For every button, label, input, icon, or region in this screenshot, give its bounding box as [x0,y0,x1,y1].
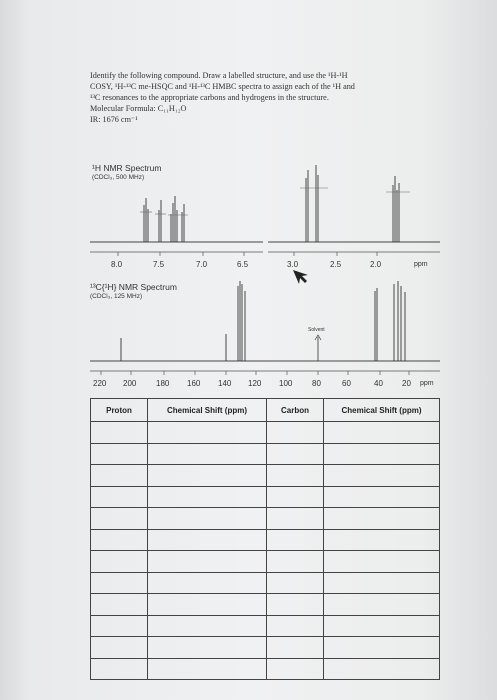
proton-cell[interactable] [91,594,148,616]
h-axis-unit: ppm [414,261,428,268]
table-row [91,551,440,573]
h-tick-label: 7.5 [153,260,165,269]
proton-cell[interactable] [91,572,148,594]
h-spectrum-title: ¹H NMR Spectrum [92,163,162,173]
carbon-shift-cell[interactable] [324,551,440,573]
proton-shift-cell[interactable] [148,422,267,444]
carbon-cell[interactable] [267,572,324,594]
proton-shift-cell[interactable] [148,486,267,508]
c-spectrum-subtitle: (CDCl₃, 125 MHz) [90,293,143,300]
proton-cell[interactable] [91,443,148,465]
carbon-shift-cell[interactable] [324,508,440,530]
proton-cell[interactable] [91,551,148,573]
carbon-cell[interactable] [267,443,324,465]
table-header-row [91,399,440,422]
c-axis-unit: ppm [420,380,434,387]
c-tick-label: 100 [279,379,293,388]
carbon-cell[interactable] [267,594,324,616]
c-tick-label: 180 [156,379,170,388]
ir-data: IR: 1676 cm⁻¹ [90,115,138,124]
solvent-label: Solvent [308,327,325,333]
carbon-shift-cell[interactable] [324,529,440,551]
c-tick-label: 160 [187,379,201,388]
carbon-cell[interactable] [267,551,324,573]
h-aromatic-peaks [144,196,184,242]
proton-shift-cell[interactable] [148,443,267,465]
proton-cell[interactable] [91,465,148,487]
proton-shift-cell[interactable] [148,508,267,530]
carbon-shift-cell[interactable] [324,594,440,616]
question-line-2: COSY, ¹H-¹³C me-HSQC and ¹H-¹³C HMBC spectra to assign each of the ¹H and [90,82,355,91]
proton-cell[interactable] [91,508,148,530]
table-row [91,443,440,465]
proton-shift-cell[interactable] [148,465,267,487]
table-row [91,486,440,508]
c-tick-label: 60 [342,379,351,388]
carbon-shift-cell[interactable] [324,443,440,465]
proton-cell[interactable] [91,615,148,637]
h-tick-label: 8.0 [111,260,123,269]
assignment-table [90,398,440,680]
proton-shift-cell[interactable] [148,615,267,637]
proton-shift-cell[interactable] [148,594,267,616]
table-row [91,422,440,444]
table-row [91,637,440,659]
table-row [91,529,440,551]
h-tick-label: 6.5 [237,260,249,269]
c-spectrum-title: ¹³C{¹H} NMR Spectrum [90,282,177,292]
header-carbon: Carbon [267,399,324,422]
proton-cell[interactable] [91,422,148,444]
carbon-cell[interactable] [267,658,324,680]
carbon-cell[interactable] [267,508,324,530]
carbon-shift-cell[interactable] [324,615,440,637]
question-line-3: ¹³C resonances to the appropriate carbons and hydrogens in the structure. [90,93,329,102]
mouse-cursor-icon [293,270,308,284]
h-spectrum-subtitle: (CDCl₃, 500 MHz) [92,174,145,181]
proton-shift-cell[interactable] [148,658,267,680]
carbon-cell[interactable] [267,465,324,487]
table-body [91,422,440,680]
c-tick-label: 220 [93,379,107,388]
header-proton: Proton [91,399,148,422]
proton-cell[interactable] [91,529,148,551]
proton-shift-cell[interactable] [148,551,267,573]
table-row [91,594,440,616]
carbon-cell[interactable] [267,486,324,508]
c-tick-label: 140 [218,379,232,388]
carbon-shift-cell[interactable] [324,486,440,508]
proton-shift-cell[interactable] [148,637,267,659]
c-tick-label: 20 [402,379,411,388]
proton-cell[interactable] [91,637,148,659]
carbon-shift-cell[interactable] [324,658,440,680]
c-tick-label: 80 [312,379,321,388]
c-tick-label: 200 [123,379,137,388]
carbon-shift-cell[interactable] [324,422,440,444]
table-row [91,465,440,487]
carbon-cell[interactable] [267,529,324,551]
table-row [91,572,440,594]
question-line-1: Identify the following compound. Draw a labelled structure, and use the ¹H-¹H [90,71,348,80]
c-axis-ticks [101,371,409,375]
h-aliphatic-peaks [306,165,399,242]
proton-shift-cell[interactable] [148,529,267,551]
carbon-shift-cell[interactable] [324,572,440,594]
molecular-formula: Molecular Formula: C₁₁H₁₂O [90,104,187,113]
carbon-shift-cell[interactable] [324,637,440,659]
c-peaks [121,281,405,361]
h-axis-ticks [118,252,377,256]
header-carbon-shift: Chemical Shift (ppm) [324,399,440,422]
table-row [91,615,440,637]
table-row [91,508,440,530]
c-tick-label: 40 [374,379,383,388]
h-tick-label: 2.5 [330,260,342,269]
carbon-shift-cell[interactable] [324,465,440,487]
carbon-cell[interactable] [267,422,324,444]
h-tick-label: 2.0 [370,260,382,269]
table-row [91,658,440,680]
proton-cell[interactable] [91,658,148,680]
h-tick-label: 3.0 [287,260,299,269]
proton-cell[interactable] [91,486,148,508]
h-tick-label: 7.0 [196,260,208,269]
c-tick-label: 120 [248,379,262,388]
proton-shift-cell[interactable] [148,572,267,594]
carbon-cell[interactable] [267,615,324,637]
header-proton-shift: Chemical Shift (ppm) [148,399,267,422]
carbon-cell[interactable] [267,637,324,659]
